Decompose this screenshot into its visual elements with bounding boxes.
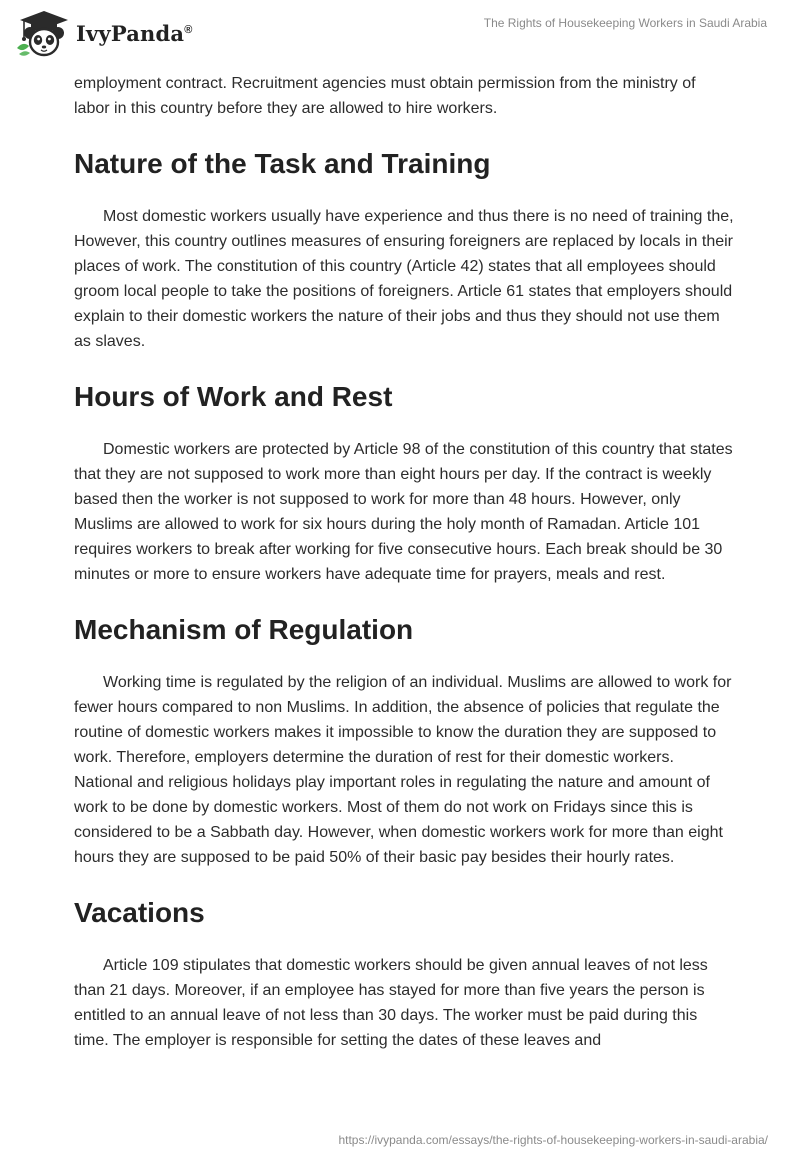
section-heading-mechanism-of-regulation: Mechanism of Regulation bbox=[74, 614, 414, 645]
page-header bbox=[0, 0, 800, 60]
section-paragraph-mechanism-of-regulation: Working time is regulated by the religion of an individual. Muslims are allowed to work for fewer hours compared to non Muslims. In addition, the absence of policies that regulate the routine of domestic workers makes it impossible to know the duration they are supposed to work. Therefore, employers determine the duration of rest for their domestic workers. National and religious holidays play important roles in regulating the nature and amount of work to be done by domestic workers. Most of them do not work on Fridays since this is considered to be a Sabbath day. However, when domestic workers work for more than eight hours they are supposed to be paid 50% of their basic pay besides their hourly rates. bbox=[74, 674, 732, 866]
brand-logo[interactable] bbox=[14, 8, 193, 58]
section-paragraph-nature-of-task: Most domestic workers usually have experience and thus there is no need of training the, However, this country outlines measures of ensuring foreigners are replaced by locals in their places of work. The constitution of this country (Article 42) states that all employees should groom local people to take the positions of foreigners. Article 61 states that employers should explain to their domestic workers the nature of their jobs and thus they should not use them as slaves. bbox=[74, 208, 734, 350]
section-heading-hours-of-work: Hours of Work and Rest bbox=[74, 381, 393, 412]
section-paragraph-hours-of-work: Domestic workers are protected by Article 98 of the constitution of this country that states that they are not supposed to work more than eight hours per day. If the contract is weekly based then the worker is not supposed to work for more than 48 hours. However, only Muslims are allowed to work for six hours during the holy month of Ramadan. Article 101 requires workers to break after working for five consecutive hours. Each break should be 30 minutes or more to ensure workers have adequate time for prayers, meals and rest. bbox=[74, 441, 733, 583]
source-url-link[interactable]: https://ivypanda.com/essays/the-rights-of-housekeeping-workers-in-saudi-arabia/ bbox=[338, 1133, 768, 1147]
section-heading-nature-of-task: Nature of the Task and Training bbox=[74, 148, 491, 179]
brand-name: IvyPanda® bbox=[76, 20, 193, 46]
essay-content bbox=[74, 71, 734, 1053]
panda-graduate-icon bbox=[14, 8, 70, 58]
intro-paragraph: employment contract. Recruitment agencies must obtain permission from the ministry of labor in this country before they are allowed to hire workers. bbox=[74, 75, 696, 117]
section-paragraph-vacations: Article 109 stipulates that domestic workers should be given annual leaves of not less than 21 days. Moreover, if an employee has stayed for more than five years the person is entitled to an annual leave of not less than 30 days. The worker must be paid during this time. The employer is responsible for setting the dates of these leaves and bbox=[74, 957, 708, 1049]
section-heading-vacations: Vacations bbox=[74, 897, 205, 928]
document-title: The Rights of Housekeeping Workers in Saudi Arabia bbox=[483, 16, 767, 30]
